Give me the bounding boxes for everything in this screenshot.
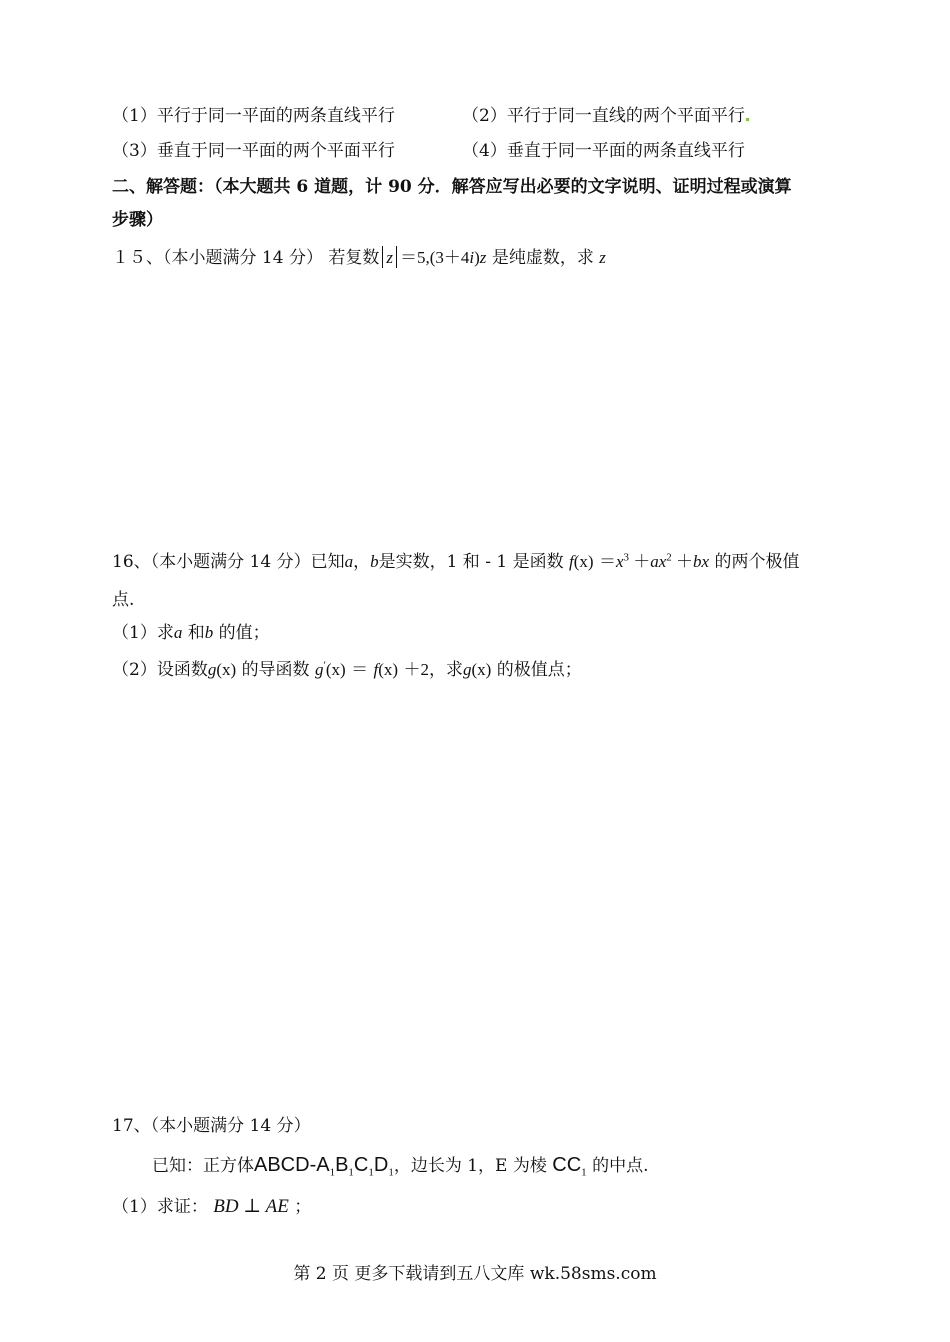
q16-b: b [370,552,379,571]
q16-g2: g [314,660,324,679]
q17-cc: CC [552,1154,582,1176]
q16-eq: ＝ [598,552,616,571]
question-16-cont: 点. [112,590,135,610]
q16-sub2-mid: 的导函数 [241,660,310,680]
section-heading: 二、解答题：（本大题共 6 道题，计 90 分．解答应写出必要的文字说明、证明过程或演算 [112,177,792,197]
option-4: （4）垂直于同一平面的两条直线平行 [462,141,745,161]
q16-a: a [344,552,354,571]
q16-sub1-b: b [204,623,214,642]
q16-f-arg: (x) [573,552,594,571]
question-15 [112,246,606,270]
q17-b1: B [335,1154,349,1176]
q16-sub2-mid2: ，求 [428,660,463,680]
q15-expr: (3＋4 [429,248,470,267]
q16-sub1-a: a [173,623,183,642]
option-1: （1）平行于同一平面的两条直线平行 [112,106,395,126]
q16-mid: 是实数，1 和 - 1 是函数 [378,552,564,572]
question-16 [112,550,800,574]
q16-g1: g [207,660,217,679]
q16-comma: ， [353,552,371,572]
scan-dot [746,118,749,121]
q16-f: f [568,552,574,571]
q16-sub1-and: 和 [187,623,205,643]
q15-i: i [469,248,475,267]
q17-sub1-expr: BD ⊥ AE [213,1196,289,1217]
q16-plus3: ＋2 [403,660,429,679]
q16-bx: bx [693,552,710,571]
section-heading-cont: 步骤） [112,210,163,230]
q17-c1: C [353,1154,369,1176]
q16-plus2: ＋ [671,552,694,571]
q17-sub-1: 1 [329,1166,336,1179]
q16-plus1: ＋ [629,552,651,571]
abs-bar-left [382,246,383,268]
q16-sub2-prefix: （2）设函数 [112,660,208,680]
q16-f2-arg: (x) [378,660,399,679]
q16-ax: ax [650,552,667,571]
q17-sub1-prefix: （1）求证： [112,1197,208,1217]
q16-prefix: 16、（本小题满分 14 分）已知 [112,552,345,572]
page-footer: 第 2 页 更多下载请到五八文库 wk.58sms.com [293,1264,657,1284]
question-16-part-1 [112,621,270,645]
option-2 [462,104,749,128]
q16-x3: x [615,552,624,571]
option-3: （3）垂直于同一平面的两个平面平行 [112,141,395,161]
q17-sub-2: 1 [348,1166,354,1179]
q16-prime: ′ [323,659,326,672]
abs-bar-right [396,246,397,268]
q16-sub1-tail: 的值； [218,623,270,643]
q15-z3: z [599,248,606,267]
q17-sub-3: 1 [368,1166,374,1179]
q15-z2: z [479,248,487,267]
q17-cube: ABCD-A [254,1154,330,1176]
q17-given-mid: ，边长为 1，E 为棱 [393,1156,547,1176]
q17-sub1-tail: ； [294,1197,312,1217]
question-17-given [152,1153,648,1178]
q16-sub2-tail: 的极值点； [496,660,582,680]
q15-prefix: １５、（本小题满分 14 分） 若复数 [112,248,380,268]
q16-tail: 的两个极值 [714,552,800,572]
option-2-text: （2）平行于同一直线的两个平面平行 [462,106,745,126]
q17-d1: D [373,1154,389,1176]
q16-f2: f [373,660,379,679]
q17-sub-4: 1 [388,1166,394,1179]
q16-g1-arg: (x) [216,660,237,679]
q15-suffix: 是纯虚数，求 [491,248,594,268]
q16-eq2: ＝ [351,660,369,679]
question-16-part-2 [112,658,582,682]
q16-g3: g [462,660,472,679]
q16-sub1-prefix: （1）求 [112,623,174,643]
q17-sub-5: 1 [581,1166,587,1179]
question-17-part-1 [112,1195,311,1219]
q17-given-prefix: 已知：正方体 [152,1156,254,1176]
q15-close: ) [474,248,480,267]
q16-exp2: 2 [666,551,672,564]
q17-heading-text: 17、（本小题满分 14 分） [112,1116,311,1136]
question-17-heading [112,1114,311,1138]
q16-exp3: 3 [623,551,629,564]
q17-given-tail: 的中点. [592,1156,649,1176]
q15-eq: ＝5, [399,248,430,267]
q16-g3-arg: (x) [471,660,492,679]
q15-z: z [386,248,393,267]
q16-g2-arg: (x) [325,660,346,679]
